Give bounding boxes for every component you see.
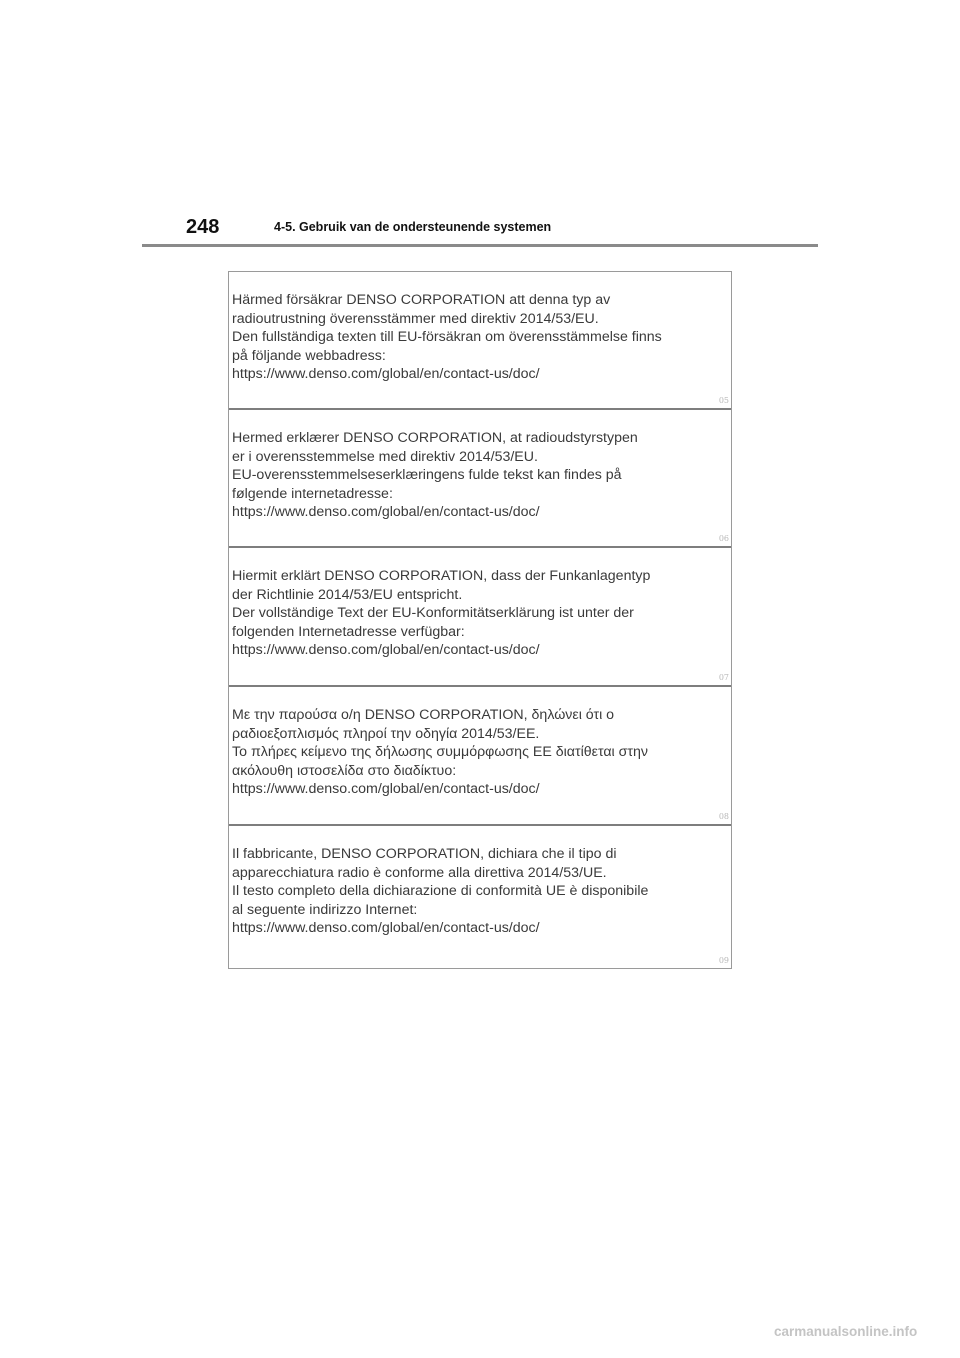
block-code: 06 (718, 534, 729, 543)
declaration-text: Με την παρούσα ο/η DENSO CORPORATION, δηλώνει ότι ο ραδιοεξοπλισμός πληροί την οδηγία 2014/53/ΕΕ. Το πλήρες κείμενο της δήλωσης συμμόρφωσης ΕΕ διατίθεται στην ακόλουθη ιστοσελίδα στο διαδίκτυο: https://www.denso.com/global/en/contact-us/doc/ (232, 707, 648, 797)
site-watermark: carmanualsonline.info (774, 1324, 918, 1339)
declaration-italian (229, 826, 731, 968)
block-code: 08 (718, 812, 729, 821)
section-title: 4-5. Gebruik van de ondersteunende systemen (274, 220, 552, 234)
declaration-box (228, 271, 732, 969)
page-header (142, 214, 818, 248)
declaration-swedish (229, 272, 731, 410)
declaration-danish (229, 410, 731, 548)
declaration-text: Il fabbricante, DENSO CORPORATION, dichiara che il tipo di apparecchiatura radio è conforme alla direttiva 2014/53/UE. Il testo completo della dichiarazione di conformità UE è disponibile al seguente indirizzo Internet: https://www.denso.com/global/en/contact-us/doc/ (232, 846, 649, 936)
block-code: 07 (718, 673, 729, 682)
declaration-text: Härmed försäkrar DENSO CORPORATION att denna typ av radioutrustning överensstämmer med direktiv 2014/53/EU. Den fullständiga texten till EU-försäkran om överensstämmelse finns på följande webbadress: https://www.denso.com/global/en/contact-us/doc/ (232, 292, 662, 382)
declaration-greek (229, 687, 731, 826)
declaration-text: Hiermit erklärt DENSO CORPORATION, dass der Funkanlagentyp der Richtlinie 2014/53/EU entspricht. Der vollständige Text der EU-Konformitätserklärung ist unter der folgenden Internetadresse verfügbar: https://www.denso.com/global/en/contact-us/doc/ (232, 568, 651, 658)
header-rule (142, 244, 818, 247)
block-code: 05 (718, 396, 729, 405)
declaration-german (229, 548, 731, 687)
block-code: 09 (718, 956, 729, 965)
page-number: 248 (186, 216, 220, 238)
declaration-text: Hermed erklærer DENSO CORPORATION, at radioudstyrstypen er i overensstemmelse med direktiv 2014/53/EU. EU-overensstemmelseserklæringens fulde tekst kan findes på følgende internetadresse: https://www.denso.com/global/en/contact-us/doc/ (232, 430, 638, 520)
